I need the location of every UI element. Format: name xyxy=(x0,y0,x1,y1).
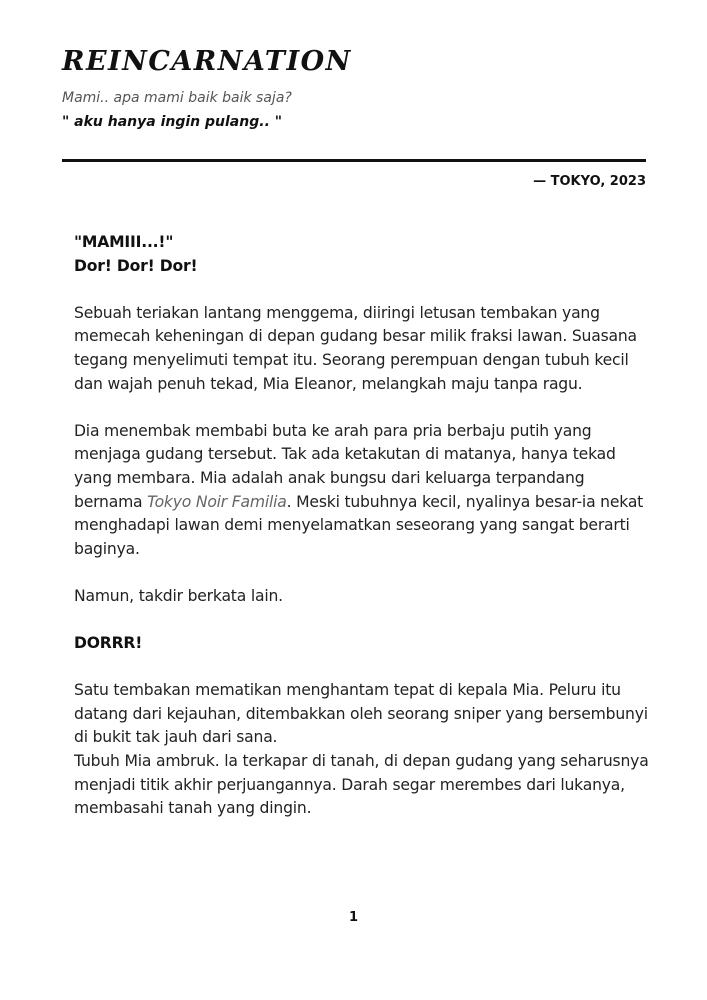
paragraph-1: Sebuah teriakan lantang menggema, diiringi letusan tembakan yang memecah keheningan di depan gudang besar milik fraksi lawan. Suasana tegang menyelimuti tempat itu. Seorang perempuan dengan tubuh kecil dan wajah penuh tekad, Mia Eleanor, melangkah maju tanpa ragu. xyxy=(74,303,637,393)
page-number: 1 xyxy=(348,910,359,925)
paragraph-3: Namun, takdir berkata lain. xyxy=(74,586,283,605)
paragraph-2 xyxy=(74,420,654,562)
paragraph-5 xyxy=(74,679,654,821)
paragraph-5-line-1: Satu tembakan mematikan menghantam tepat di kepala Mia. Peluru itu datang dari kejauhan, ditembakkan oleh seorang sniper yang bersembunyi di bukit tak jauh dari sana. xyxy=(74,681,648,747)
story-title: REINCARNATION xyxy=(62,46,352,77)
paragraph-4-dorrr: DORRR! xyxy=(74,634,143,653)
divider-rule xyxy=(62,159,646,162)
location-dateline: — TOKYO, 2023 xyxy=(533,174,646,189)
shout-line: "MAMIII...!" xyxy=(74,233,174,251)
quote: " aku hanya ingin pulang.. " xyxy=(62,114,283,130)
subtitle: Mami.. apa mami baik baik saja? xyxy=(62,90,292,106)
family-name: Tokyo Noir Familia xyxy=(147,492,287,511)
paragraph-5-line-2: Tubuh Mia ambruk. la terkapar di tanah, di depan gudang yang seharusnya menjadi titik akhir perjuangannya. Darah segar merembes dari lukanya, membasahi tanah yang dingin. xyxy=(74,752,649,818)
paragraph-2-start: Dia menembak membabi buta ke arah para pria berbaju putih yang menjaga gudang tersebut. Tak ada ketakutan di matanya, hanya tekad yang membara. Mia adalah anak bungsu dari keluarga terpandang bernama xyxy=(74,421,616,511)
gunshot-line: Dor! Dor! Dor! xyxy=(74,256,198,275)
story-body xyxy=(74,231,654,844)
opening-lines xyxy=(74,231,654,278)
paragraph-2-end: . Meski tubuhnya kecil, nyalinya besar-ia nekat menghadapi lawan demi menyelamatkan seseorang yang sangat berarti baginya. xyxy=(74,492,644,558)
